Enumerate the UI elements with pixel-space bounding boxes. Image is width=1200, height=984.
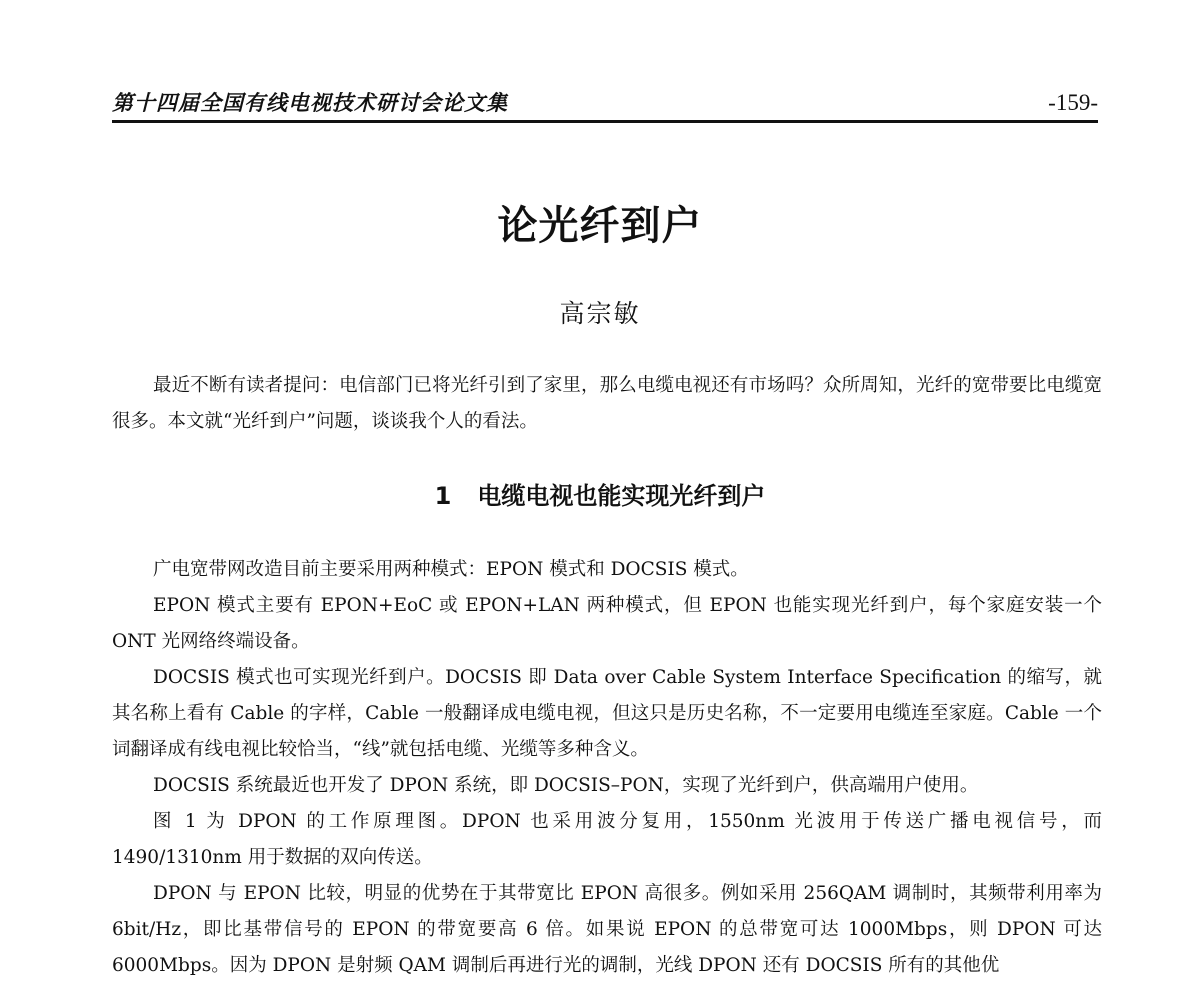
running-header	[112, 86, 1098, 122]
body-paragraph: DOCSIS 模式也可实现光纤到户。DOCSIS 即 Data over Cable System Interface Specification 的缩写，就其名称上看有 Cable 的字样，Cable 一般翻译成电缆电视，但这只是历史名称，不一定要用电缆连至家庭。Cable 一个词翻译成有线电视比较恰当，“线”就包括电缆、光缆等多种含义。	[112, 667, 1102, 760]
body-paragraph: 图 1 为 DPON 的工作原理图。DPON 也采用波分复用，1550nm 光波用于传送广播电视信号，而 1490/1310nm 用于数据的双向传送。	[112, 811, 1102, 868]
section-1-heading-text: 电缆电视也能实现光纤到户	[477, 482, 766, 510]
body-paragraph: DPON 与 EPON 比较，明显的优势在于其带宽比 EPON 高很多。例如采用 256QAM 调制时，其频带利用率为 6bit/Hz，即比基带信号的 EPON 的带宽要高 6 倍。如果说 EPON 的总带宽可达 1000Mbps，则 DPON 可达 6000Mbps。因为 DPON 是射频 QAM 调制后再进行光的调制，光线 DPON 还有 DOCSIS 所有的其他优	[112, 883, 1102, 976]
body-paragraph: EPON 模式主要有 EPON+EoC 或 EPON+LAN 两种模式，但 EPON 也能实现光纤到户，每个家庭安装一个 ONT 光网络终端设备。	[112, 595, 1102, 652]
running-header-title: 第十四届全国有线电视技术研讨会论文集	[112, 90, 508, 115]
intro-paragraph: 最近不断有读者提问：电信部门已将光纤引到了家里，那么电缆电视还有市场吗？众所周知，光纤的宽带要比电缆宽很多。本文就“光纤到户”问题，谈谈我个人的看法。	[112, 375, 1102, 432]
section-1-number: 1	[434, 482, 452, 510]
body-paragraph: DOCSIS 系统最近也开发了 DPON 系统，即 DOCSIS–PON，实现了光纤到户，供高端用户使用。	[153, 775, 979, 796]
article-author: 高宗敏	[559, 299, 641, 328]
section-1-heading	[0, 474, 1200, 518]
article-title: 论光纤到户	[497, 203, 703, 249]
body-paragraph: 广电宽带网改造目前主要采用两种模式：EPON 模式和 DOCSIS 模式。	[153, 559, 749, 580]
header-rule	[112, 120, 1098, 123]
page-number: -159-	[1048, 90, 1098, 115]
